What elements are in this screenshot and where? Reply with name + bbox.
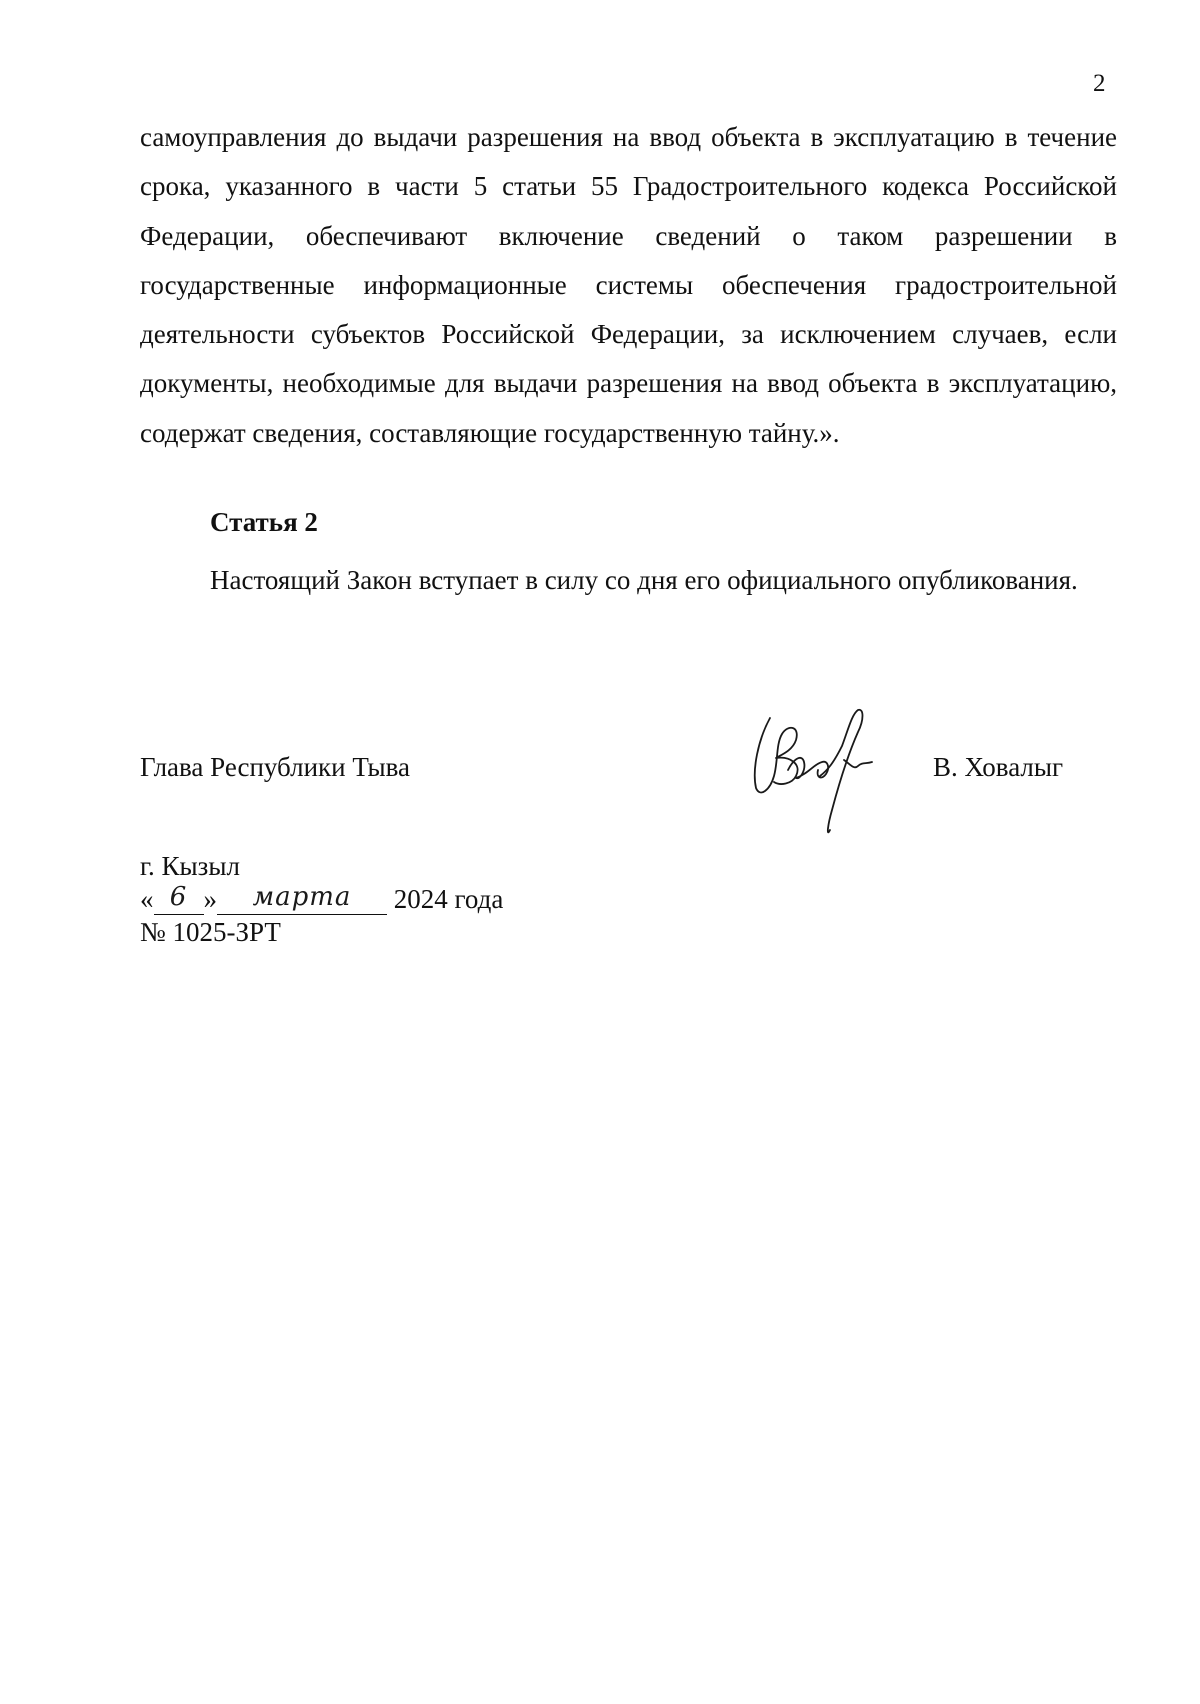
body-paragraph: самоуправления до выдачи разрешения на ввод объекта в эксплуатацию в течение срока, указанного в части 5 статьи 55 Градостроительного кодекса Российской Федерации, обеспечивают включение сведений о таком разрешении в государственные информационные системы обеспечения градостроительной деятельности субъектов Российской Федерации, за исключением случаев, если документы, необходимые для выдачи разрешения на ввод объекта в эксплуатацию, содержат сведения, составляющие государственную тайну.». (140, 122, 1117, 448)
page-number: 2 (1093, 70, 1106, 97)
signer-position: Глава Республики Тыва (140, 752, 411, 782)
signer-name: В. Ховалыг (933, 752, 1064, 782)
city: г. Кызыл (140, 851, 240, 881)
date-day-handwritten: 6 (169, 882, 188, 912)
handwritten-signature (748, 700, 898, 850)
article-text: Настоящий Закон вступает в силу со дня его официального опубликования. (210, 565, 1078, 595)
date-year: 2024 года (393, 884, 504, 914)
article-heading: Статья 2 (210, 507, 318, 537)
date-month-field (217, 882, 387, 915)
date-open-quote: « (140, 884, 154, 914)
date-month-handwritten: марта (252, 882, 352, 912)
date-line (140, 884, 503, 918)
document-number: № 1025-ЗРТ (140, 917, 281, 947)
date-close-quote: » (203, 884, 217, 914)
date-day-field (154, 882, 204, 915)
